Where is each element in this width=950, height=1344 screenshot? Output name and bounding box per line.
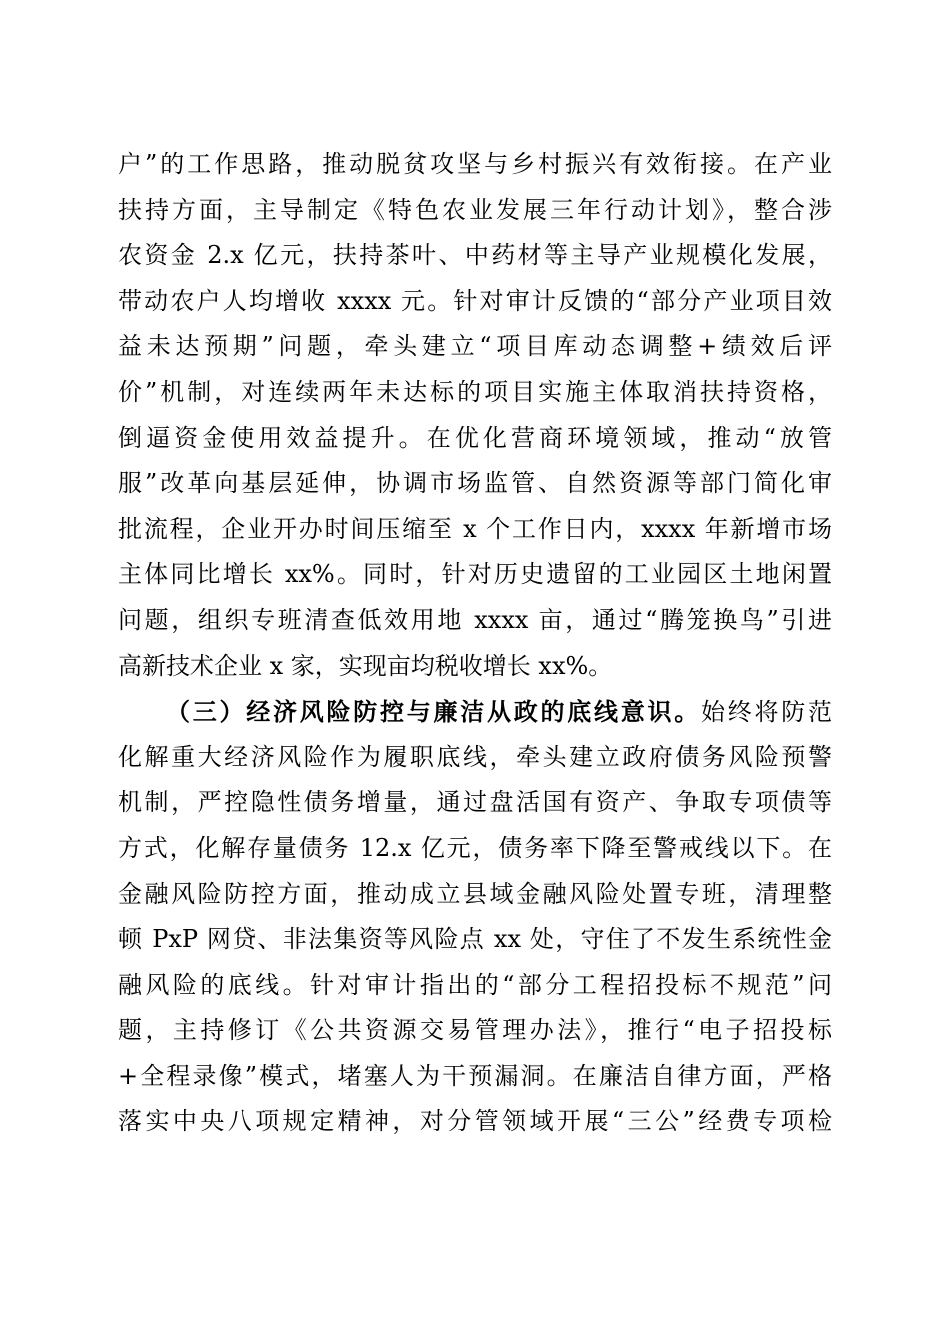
paragraph-2-line-9: +全程录像”模式，堵塞人为干预漏洞。在廉洁自律方面，严格 xyxy=(118,1061,832,1090)
paragraph-2-line-4: 方式，化解存量债务 12.x 亿元，债务率下降至警戒线以下。在 xyxy=(118,833,832,862)
paragraph-2-line-5: 金融风险防控方面，推动成立县域金融风险处置专班，清理整 xyxy=(118,879,832,908)
paragraph-2-line-2: 化解重大经济风险作为履职底线，牵头建立政府债务风险预警 xyxy=(118,742,832,771)
paragraph-1-line-12: 高新技术企业 x 家，实现亩均税收增长 xx%。 xyxy=(118,651,613,680)
body-text xyxy=(118,142,832,1145)
paragraph-1-line-1: 户”的工作思路，推动脱贫攻坚与乡村振兴有效衔接。在产业 xyxy=(118,150,832,178)
paragraph-2-line-10: 落实中央八项规定精神，对分管领域开展“三公”经费专项检 xyxy=(118,1107,832,1136)
paragraph-1-line-6: 价”机制，对连续两年未达标的项目实施主体取消扶持资格， xyxy=(118,377,832,406)
section-heading: （三）经济风险防控与廉洁从政的底线意识。 xyxy=(166,697,701,727)
paragraph-1-line-4: 带动农户人均增收 xxxx 元。针对审计反馈的“部分产业项目效 xyxy=(118,286,832,315)
paragraph-1-line-11: 问题，组织专班清查低效用地 xxxx 亩，通过“腾笼换鸟”引进 xyxy=(118,605,832,634)
paragraph-2-line-3: 机制，严控隐性债务增量，通过盘活国有资产、争取专项债等 xyxy=(118,788,832,817)
paragraph-1-line-8: 服”改革向基层延伸，协调市场监管、自然资源等部门简化审 xyxy=(118,469,832,498)
paragraph-1-line-7: 倒逼资金使用效益提升。在优化营商环境领域，推动“放管 xyxy=(118,423,832,452)
paragraph-1-line-5: 益未达预期”问题，牵头建立“项目库动态调整+绩效后评 xyxy=(118,332,832,361)
paragraph-1-line-9: 批流程，企业开办时间压缩至 x 个工作日内，xxxx 年新增市场 xyxy=(118,514,832,543)
paragraph-2-line-1-rest: 始终将防范 xyxy=(701,698,832,727)
paragraph-2-line-8: 题，主持修订《公共资源交易管理办法》，推行“电子招投标 xyxy=(118,1016,832,1045)
paragraph-2-line-6: 顿 PxP 网贷、非法集资等风险点 xx 处，守住了不发生系统性金 xyxy=(118,925,832,954)
paragraph-1-line-10: 主体同比增长 xx%。同时，针对历史遗留的工业园区土地闲置 xyxy=(118,560,832,589)
paragraph-1-line-3: 农资金 2.x 亿元，扶持茶叶、中药材等主导产业规模化发展， xyxy=(118,241,832,270)
paragraph-2-line-7: 融风险的底线。针对审计指出的“部分工程招投标不规范”问 xyxy=(118,970,832,999)
paragraph-1-line-2: 扶持方面，主导制定《特色农业发展三年行动计划》，整合涉 xyxy=(118,195,832,224)
paragraph-2-line-1 xyxy=(118,689,832,735)
